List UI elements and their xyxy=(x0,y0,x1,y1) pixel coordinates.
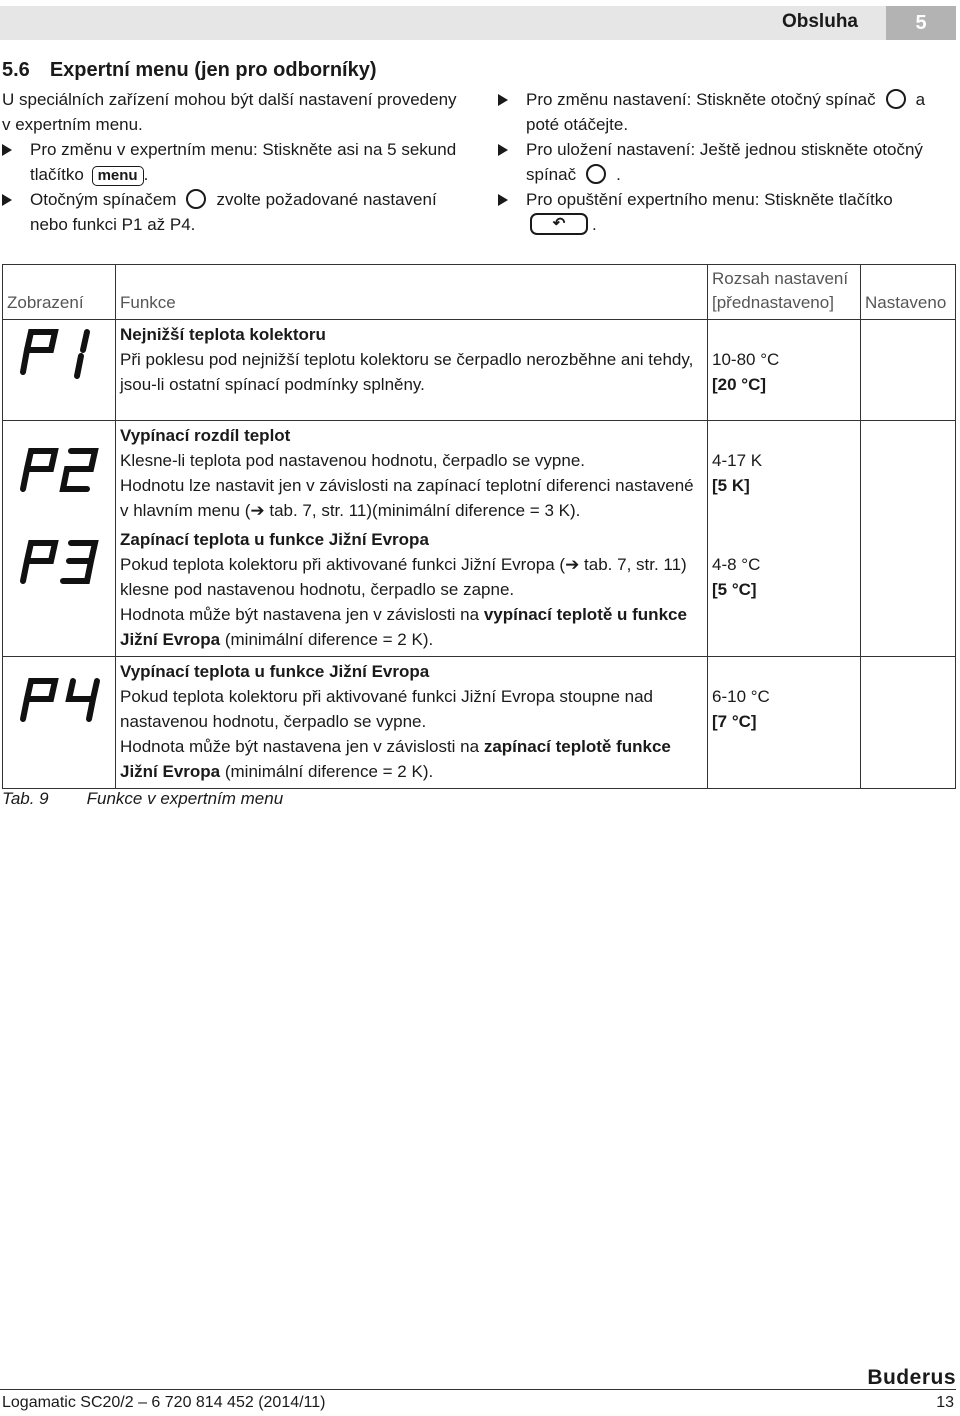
table-header-row xyxy=(3,265,956,320)
note-text-end: (minimální diference = 2 K). xyxy=(220,762,434,781)
section-heading xyxy=(2,59,377,82)
footer-document-id: Logamatic SC20/2 – 6 720 814 452 (2014/11) xyxy=(2,1394,326,1411)
step-text: Pro uložení nastavení: Ještě jednou stiskněte otočný spínač xyxy=(526,140,923,184)
footer-divider xyxy=(0,1389,956,1390)
caption-label: Tab. 9 xyxy=(2,789,49,808)
chapter-title: Obsluha xyxy=(781,11,858,32)
triangle-bullet-icon xyxy=(498,194,508,206)
section-title: Expertní menu (jen pro odborníky) xyxy=(49,59,377,81)
header-range xyxy=(708,265,861,320)
range-value: 4-17 K xyxy=(712,451,763,470)
header-setting: Nastaveno xyxy=(861,265,956,320)
expert-menu-table xyxy=(2,264,956,789)
note-bold: zapínací teplotě funkce Jižní Evropa xyxy=(120,737,671,781)
triangle-bullet-icon xyxy=(498,144,508,156)
range-cell xyxy=(708,657,861,789)
back-arrow-icon: ↶ xyxy=(530,213,588,235)
step-text-end: a poté otáčejte. xyxy=(526,90,926,134)
header-function: Funkce xyxy=(116,265,708,320)
range-default: [7 °C] xyxy=(712,712,757,731)
intro-text: U speciálních zařízení mohou být další nastavení provedeny v expertním menu. xyxy=(2,90,457,134)
left-column xyxy=(2,87,462,237)
rotary-knob-icon xyxy=(186,189,206,209)
triangle-bullet-icon xyxy=(2,194,12,206)
rotary-knob-icon xyxy=(886,89,906,109)
rotary-knob-icon xyxy=(586,164,606,184)
lcd-p1-icon xyxy=(3,320,116,421)
header-bar xyxy=(0,6,886,40)
triangle-bullet-icon xyxy=(2,144,12,156)
range-cell xyxy=(708,421,861,528)
note-text: Hodnota může být nastavena jen v závislosti na xyxy=(120,605,484,624)
page-number: 13 xyxy=(936,1394,954,1411)
setting-cell xyxy=(861,657,956,789)
range-default: [5 °C] xyxy=(712,580,757,599)
table-row xyxy=(3,527,956,657)
function-description: Při poklesu pod nejnižší teplotu kolektoru se čerpadlo nerozběhne ani tehdy, jsou-li ostatní spínací podmínky splněny. xyxy=(120,350,694,394)
step-text: Pro opuštění expertního menu: Stiskněte tlačítko xyxy=(526,190,893,209)
range-cell xyxy=(708,320,861,421)
function-description: Pokud teplota kolektoru při aktivované funkci Jižní Evropa stoupne nad nastavenou hodnotu, čerpadlo se vypne. xyxy=(120,687,653,731)
function-title: Nejnižší teplota kolektoru xyxy=(120,325,326,344)
step-text-end: zvolte požadované nastavení nebo funkci P1 až P4. xyxy=(30,190,437,234)
step-text: Pro změnu v expertním menu: Stiskněte asi na 5 sekund tlačítko xyxy=(30,140,457,184)
step-text-end: . xyxy=(592,215,597,234)
lcd-p4-icon xyxy=(3,657,116,789)
step-text-end: . xyxy=(143,165,149,184)
lcd-p2-icon xyxy=(3,421,116,528)
header-display: Zobrazení xyxy=(3,265,116,320)
note-text-end: (minimální diference = 2 K). xyxy=(220,630,434,649)
note-text: Hodnota může být nastavena jen v závislosti na xyxy=(120,737,484,756)
table-row xyxy=(3,320,956,421)
function-cell xyxy=(116,421,708,528)
function-description: Pokud teplota kolektoru při aktivované funkci Jižní Evropa (➔ tab. 7, str. 11) klesne pod nastavenou hodnotu, čerpadlo se zapne. xyxy=(120,555,687,599)
step-change-setting xyxy=(498,87,956,137)
range-value: 10-80 °C xyxy=(712,350,780,369)
range-value: 4-8 °C xyxy=(712,555,761,574)
lcd-p2-svg xyxy=(3,421,113,505)
function-cell xyxy=(116,320,708,421)
table-row xyxy=(3,421,956,528)
lcd-p3-icon xyxy=(3,527,116,657)
setting-cell xyxy=(861,320,956,421)
section-number: 5.6 xyxy=(2,59,30,81)
step-exit-expert-menu xyxy=(498,187,956,237)
function-title: Vypínací rozdíl teplot xyxy=(120,426,291,445)
step-text: Pro změnu nastavení: Stiskněte otočný spínač xyxy=(526,90,876,109)
buderus-logo: Buderus xyxy=(867,1366,956,1389)
menu-button-icon: menu xyxy=(92,166,144,186)
function-note xyxy=(120,602,703,652)
setting-cell xyxy=(861,527,956,657)
table-row xyxy=(3,657,956,789)
note-bold: vypínací teplotě u funkce Jižní Evropa xyxy=(120,605,687,649)
setting-cell xyxy=(861,421,956,528)
function-note xyxy=(120,734,703,784)
step-text-end: . xyxy=(616,165,621,184)
header-range-line1: Rozsah nastavení xyxy=(712,269,849,288)
lcd-p1-svg xyxy=(3,320,113,390)
step-select-function xyxy=(2,187,462,237)
function-title: Vypínací teplota u funkce Jižní Evropa xyxy=(120,662,430,681)
chapter-number: 5 xyxy=(886,6,956,40)
range-value: 6-10 °C xyxy=(712,687,770,706)
triangle-bullet-icon xyxy=(498,94,508,106)
range-default: [20 °C] xyxy=(712,375,767,394)
caption-text: Funkce v expertním menu xyxy=(86,789,284,808)
step-enter-expert-menu xyxy=(2,137,462,187)
table-caption xyxy=(2,789,283,809)
step-save-setting xyxy=(498,137,956,187)
function-cell xyxy=(116,527,708,657)
range-default: [5 K] xyxy=(712,476,750,495)
function-title: Zapínací teplota u funkce Jižní Evropa xyxy=(120,530,429,549)
step-text: Otočným spínačem xyxy=(30,190,177,209)
function-note: Hodnotu lze nastavit jen v závislosti na zapínací teplotní diferenci nastavené v hlavním menu (➔ tab. 7, str. 11)(minimální diference = 3 K). xyxy=(120,476,694,520)
header-range-line2: [přednastaveno] xyxy=(712,293,834,312)
function-cell xyxy=(116,657,708,789)
function-description: Klesne-li teplota pod nastavenou hodnotu, čerpadlo se vypne. xyxy=(120,451,585,470)
lcd-p4-svg xyxy=(3,657,113,737)
lcd-p3-svg xyxy=(3,527,113,607)
right-column xyxy=(498,87,956,237)
range-cell xyxy=(708,527,861,657)
